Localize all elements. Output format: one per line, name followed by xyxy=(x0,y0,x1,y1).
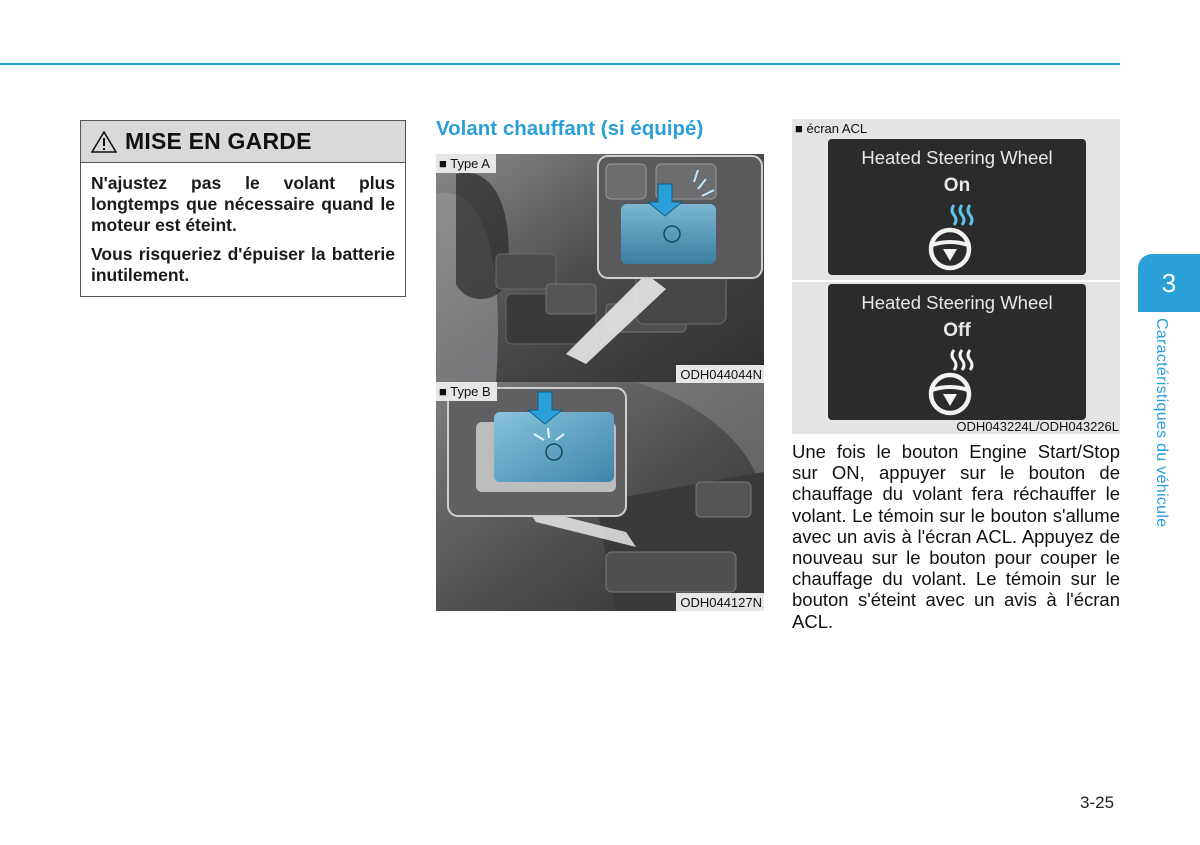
lcd-state: Off xyxy=(943,320,971,341)
warning-paragraph: Vous risqueriez d'épuiser la batterie inutilement. xyxy=(91,244,395,285)
lcd-title: Heated Steering Wheel xyxy=(861,292,1053,313)
figure-type-b xyxy=(436,382,764,611)
header-rule xyxy=(0,63,1120,65)
warning-box xyxy=(80,120,406,297)
warning-header xyxy=(81,121,405,163)
lcd-title: Heated Steering Wheel xyxy=(861,147,1053,168)
console-photo-type-a xyxy=(436,154,764,383)
heated-steering-wheel-off-icon xyxy=(926,346,990,416)
lcd-state: On xyxy=(943,175,971,196)
figure-code: ODH044044N xyxy=(676,365,764,383)
warning-triangle-icon xyxy=(91,130,117,154)
lcd-screen-on xyxy=(828,139,1086,275)
figure-code: ODH043224L/ODH043226L xyxy=(956,419,1119,434)
figure-acl-label: ■ écran ACL xyxy=(795,121,868,136)
page-number: 3-25 xyxy=(1080,793,1115,812)
body-paragraph: Une fois le bouton Engine Start/Stop sur ON, appuyer sur le bouton de chauffage du volant fera réchauffer le volant. Le témoin sur le bouton s'allume avec un avis à l'écran ACL. Appuyez de nouveau sur le bouton pour couper le chauffage du volant. Le témoin sur le bouton s'éteint avec un avis à l'écran ACL. xyxy=(792,441,1120,632)
console-photo-type-b xyxy=(436,382,764,611)
figure-acl xyxy=(792,119,1120,434)
figure-type-label: ■ Type A xyxy=(436,154,496,173)
warning-paragraph: N'ajustez pas le volant plus longtemps que nécessaire quand le moteur est éteint. xyxy=(91,173,395,235)
chapter-title: Caractéristiques du véhicule xyxy=(1153,318,1170,528)
warning-title: MISE EN GARDE xyxy=(125,128,312,154)
heated-steering-wheel-on-icon xyxy=(926,201,990,271)
figure-code: ODH044127N xyxy=(676,593,764,611)
figure-type-label: ■ Type B xyxy=(436,382,497,401)
chapter-number-tab: 3 xyxy=(1138,254,1200,312)
screen-divider xyxy=(792,280,1120,282)
lcd-screen-off xyxy=(828,284,1086,420)
section-title: Volant chauffant (si équipé) xyxy=(436,117,704,140)
figure-type-a xyxy=(436,154,764,383)
